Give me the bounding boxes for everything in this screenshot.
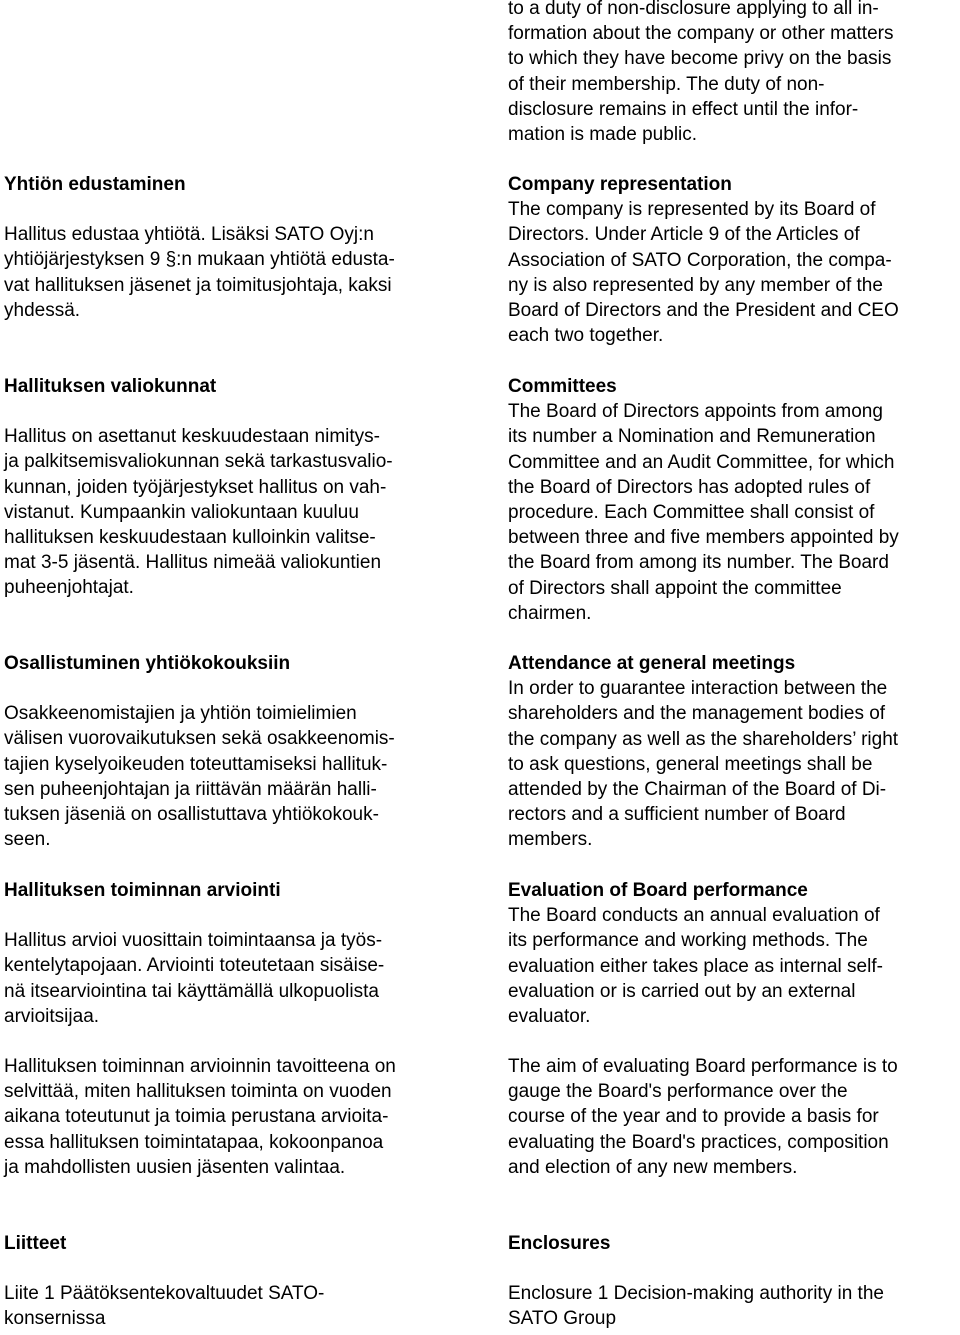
- paragraph-line: the company as well as the shareholders’ right: [508, 728, 899, 750]
- paragraph-line: konsernissa: [4, 1308, 106, 1330]
- section-osallistuminen-yhtiokokouksiin: [4, 651, 464, 852]
- section-committees: [508, 374, 960, 626]
- paragraph-line: sen puheenjohtajan ja riittävän määrän halli-: [4, 778, 377, 800]
- paragraph-non-disclosure: [508, 0, 960, 147]
- paragraph-line: to ask questions, general meetings shall be: [508, 753, 873, 775]
- paragraph-line: seen.: [4, 829, 51, 851]
- paragraph-line: course of the year and to provide a basis for: [508, 1106, 879, 1128]
- section-evaluation-board-performance: [508, 878, 960, 1029]
- paragraph-line: its number a Nomination and Remuneration: [508, 426, 876, 448]
- section-hallituksen-valiokunnat: [4, 374, 464, 601]
- paragraph-line: kentelytapojaan. Arviointi toteutetaan sisäise-: [4, 955, 385, 977]
- paragraph-line: gauge the Board's performance over the: [508, 1081, 848, 1103]
- paragraph-line: vistanut. Kumpaankin valiokuntaan kuuluu: [4, 501, 359, 523]
- paragraph-line: disclosure remains in effect until the infor-: [508, 98, 859, 120]
- paragraph-line: yhdessä.: [4, 299, 81, 321]
- paragraph-line: the Board of Directors has adopted rules of: [508, 476, 871, 498]
- paragraph-line: chairmen.: [508, 602, 592, 624]
- paragraph-line: evaluation or is carried out by an external: [508, 980, 856, 1002]
- paragraph-evaluation-aim: [508, 1054, 960, 1180]
- paragraph-line: and election of any new members.: [508, 1156, 798, 1178]
- paragraph-line: vat hallituksen jäsenet ja toimitusjohtaja, kaksi: [4, 274, 392, 296]
- paragraph-line: essa hallituksen toimintatapaa, kokoonpanoa: [4, 1131, 384, 1153]
- paragraph-line: Liite 1 Päätöksentekovaltuudet SATO-: [4, 1283, 325, 1305]
- section-liitteet: [4, 1231, 464, 1332]
- paragraph-line: the Board from among its number. The Board: [508, 552, 889, 574]
- paragraph-line: tajien kyselyoikeuden toteuttamiseksi hallituk-: [4, 753, 388, 775]
- section-heading: Hallituksen valiokunnat: [4, 376, 217, 397]
- paragraph-line: The company is represented by its Board of: [508, 199, 876, 221]
- paragraph-line: Osakkeenomistajien ja yhtiön toimielimien: [4, 703, 357, 725]
- paragraph-line: Hallituksen toiminnan arvioinnin tavoitteena on: [4, 1056, 396, 1077]
- paragraph-line: each two together.: [508, 325, 664, 347]
- paragraph-line: nä itsearviointina tai käyttämällä ulkopuolista: [4, 980, 379, 1002]
- paragraph-line: its performance and working methods. The: [508, 930, 868, 952]
- paragraph-line: The aim of evaluating Board performance is to: [508, 1056, 898, 1077]
- paragraph-line: evaluating the Board's practices, composition: [508, 1131, 889, 1153]
- paragraph-line: ny is also represented by any member of the: [508, 274, 883, 296]
- paragraph-line: välisen vuorovaikutuksen sekä osakkeenomis-: [4, 728, 395, 750]
- paragraph-line: attended by the Chairman of the Board of Di-: [508, 779, 887, 801]
- paragraph-line: mat 3-5 jäsentä. Hallitus nimeää valiokuntien: [4, 552, 382, 574]
- paragraph-line: ja mahdollisten uusien jäsenten valintaa.: [4, 1156, 346, 1178]
- paragraph-line: The Board of Directors appoints from among: [508, 401, 883, 423]
- paragraph-line: evaluator.: [508, 1006, 591, 1028]
- paragraph-line: rectors and a sufficient number of Board: [508, 804, 846, 826]
- paragraph-line: Hallitus on asettanut keskuudestaan nimitys-: [4, 426, 380, 448]
- paragraph-line: yhtiöjärjestyksen 9 §:n mukaan yhtiötä edusta-: [4, 249, 395, 271]
- paragraph-line: Enclosure 1 Decision-making authority in the: [508, 1283, 884, 1305]
- section-hallituksen-toiminnan-arviointi: [4, 878, 464, 1029]
- section-attendance-general-meetings: [508, 651, 960, 853]
- section-heading: Committees: [508, 376, 617, 397]
- paragraph-arvioinnin-tavoite: [4, 1054, 464, 1180]
- section-heading: Yhtiön edustaminen: [4, 174, 186, 195]
- section-company-representation: [508, 172, 960, 348]
- paragraph-line: procedure. Each Committee shall consist of: [508, 502, 875, 524]
- paragraph-line: mation is made public.: [508, 124, 698, 146]
- paragraph-line: of Directors shall appoint the committee: [508, 577, 842, 599]
- paragraph-line: In order to guarantee interaction between the: [508, 678, 888, 700]
- section-heading: Company representation: [508, 174, 732, 195]
- section-enclosures: [508, 1231, 960, 1332]
- paragraph-line: ja palkitsemisvaliokunnan sekä tarkastusvalio-: [4, 451, 393, 473]
- paragraph-line: Association of SATO Corporation, the compa-: [508, 249, 892, 271]
- paragraph-line: SATO Group: [508, 1308, 617, 1330]
- paragraph-line: of their membership. The duty of non-: [508, 73, 825, 95]
- section-heading: Liitteet: [4, 1233, 67, 1254]
- section-heading: Evaluation of Board performance: [508, 880, 808, 901]
- section-heading: Enclosures: [508, 1233, 611, 1254]
- paragraph-line: hallituksen keskuudestaan kulloinkin valitse-: [4, 527, 376, 549]
- paragraph-line: puheenjohtajat.: [4, 577, 134, 599]
- paragraph-line: kunnan, joiden työjärjestykset hallitus on vah-: [4, 476, 387, 498]
- paragraph-line: shareholders and the management bodies of: [508, 703, 886, 725]
- paragraph-line: Board of Directors and the President and CEO: [508, 300, 899, 322]
- paragraph-line: formation about the company or other matters: [508, 23, 894, 45]
- paragraph-line: to which they have become privy on the basis: [508, 48, 892, 70]
- paragraph-line: Directors. Under Article 9 of the Articles of: [508, 224, 860, 246]
- paragraph-line: arvioitsijaa.: [4, 1005, 100, 1027]
- section-heading: Hallituksen toiminnan arviointi: [4, 880, 281, 901]
- paragraph-line: Hallitus arvioi vuosittain toimintaansa ja työs-: [4, 930, 383, 952]
- paragraph-line: Hallitus edustaa yhtiötä. Lisäksi SATO Oyj:n: [4, 224, 374, 246]
- paragraph-line: evaluation either takes place as internal self-: [508, 955, 883, 977]
- paragraph-line: The Board conducts an annual evaluation of: [508, 905, 880, 927]
- paragraph-line: tuksen jäseniä on osallistuttava yhtiökokouk-: [4, 804, 379, 826]
- paragraph-line: members.: [508, 829, 593, 851]
- paragraph-line: between three and five members appointed by: [508, 527, 899, 549]
- section-yhtion-edustaminen: [4, 172, 464, 323]
- paragraph-line: aikana toteutunut ja toimia perustana arvioita-: [4, 1106, 389, 1128]
- paragraph-line: to a duty of non-disclosure applying to all in-: [508, 0, 879, 19]
- section-heading: Osallistuminen yhtiökokouksiin: [4, 653, 291, 674]
- paragraph-line: selvittää, miten hallituksen toiminta on vuoden: [4, 1081, 392, 1103]
- section-heading: Attendance at general meetings: [508, 653, 796, 674]
- paragraph-line: Committee and an Audit Committee, for which: [508, 451, 895, 473]
